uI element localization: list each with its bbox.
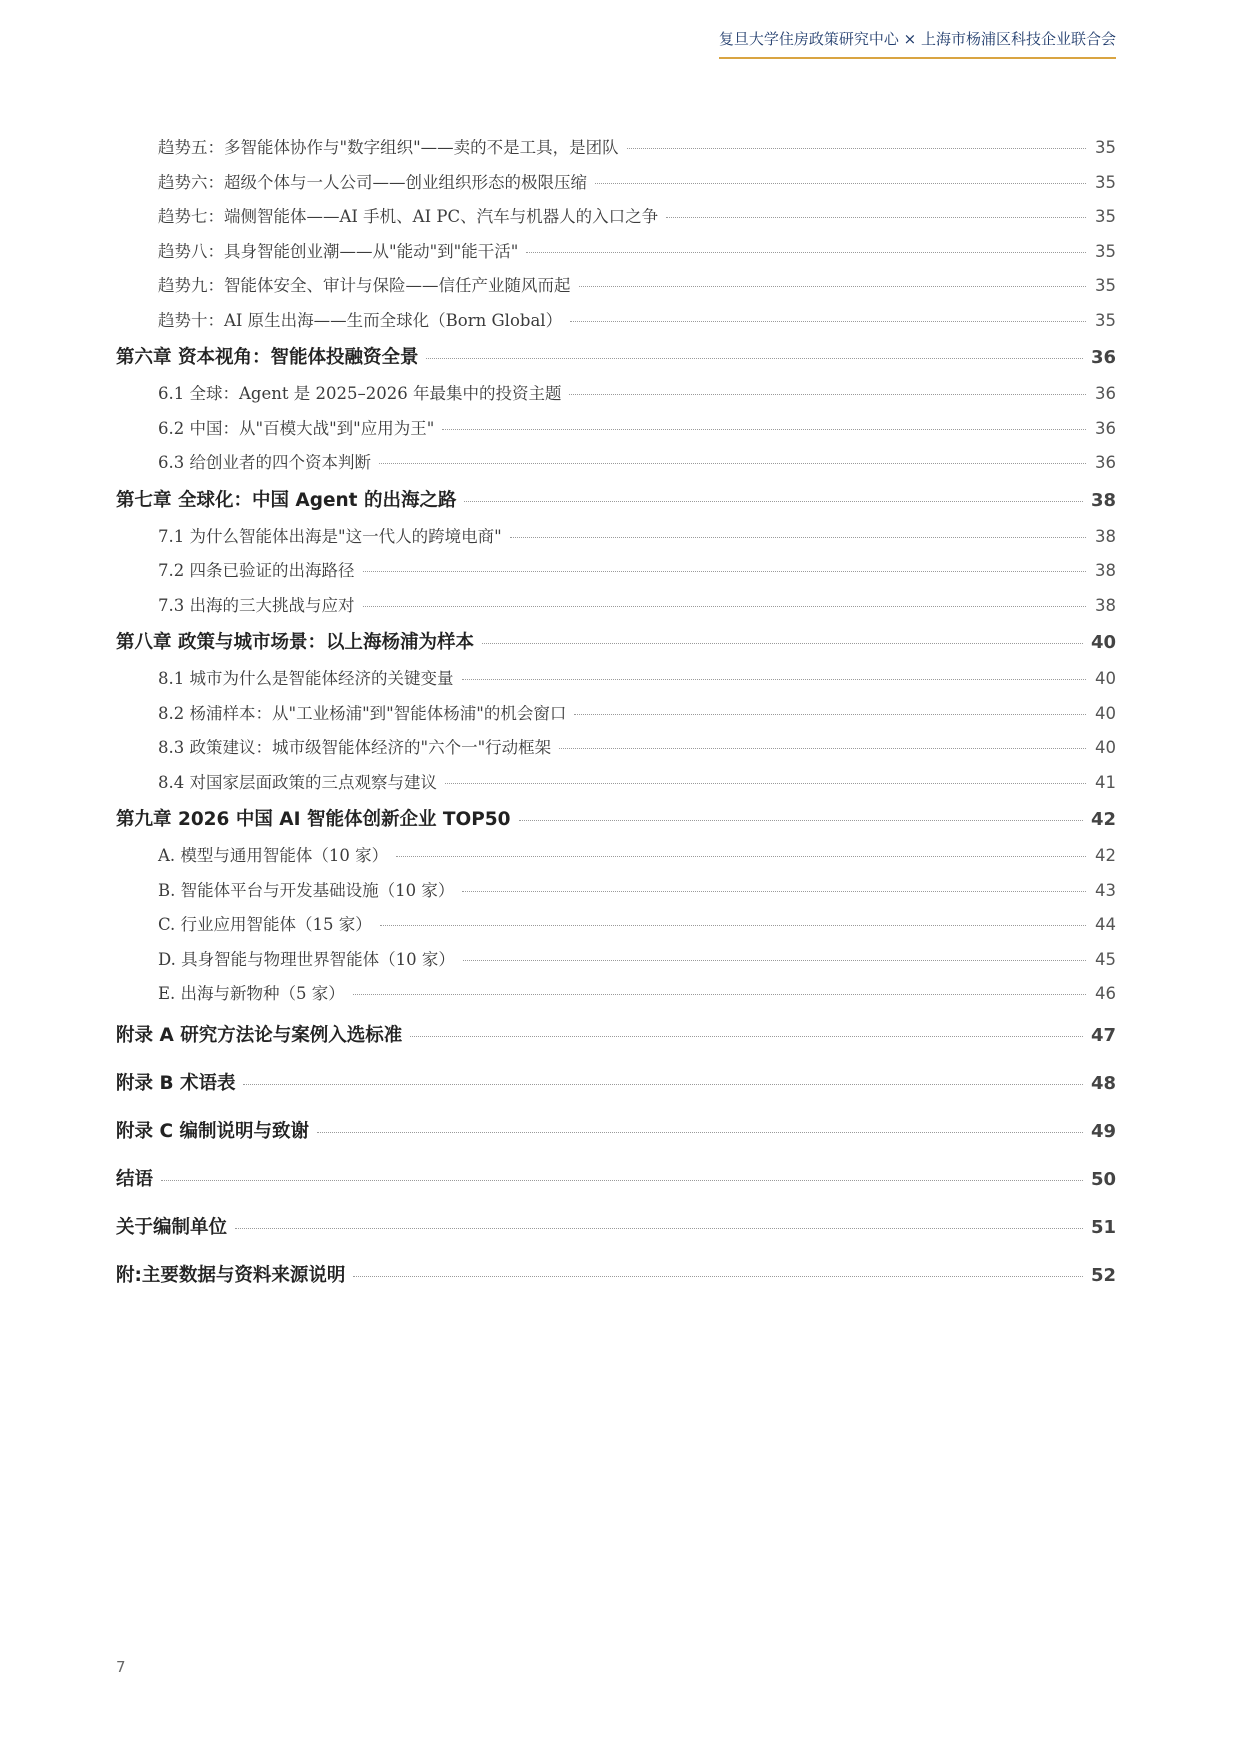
dot-leader	[353, 1276, 1083, 1277]
toc-chapter-entry[interactable]	[116, 481, 1116, 520]
toc-entry-page: 36	[1095, 453, 1116, 472]
toc-chapter-entry[interactable]	[116, 800, 1116, 839]
dot-leader	[161, 1180, 1083, 1181]
toc-chapter-entry[interactable]	[116, 1012, 1116, 1060]
dot-leader	[243, 1084, 1082, 1085]
toc-entry-title: 趋势九：智能体安全、审计与保险——信任产业随风而起	[158, 276, 571, 295]
page-header	[719, 28, 1116, 59]
toc-entry-title: 6.1 全球：Agent 是 2025–2026 年最集中的投资主题	[158, 384, 562, 403]
toc-entry-page: 38	[1090, 489, 1116, 511]
toc-entry-title: C. 行业应用智能体（15 家）	[158, 915, 372, 934]
toc-entry-title: 7.3 出海的三大挑战与应对	[158, 595, 355, 615]
toc-entry-title: 第六章 资本视角：智能体投融资全景	[116, 347, 419, 368]
toc-entry-title: 附录 C 编制说明与致谢	[116, 1120, 309, 1142]
toc-entry-title: B. 智能体平台与开发基础设施（10 家）	[158, 880, 455, 900]
toc-chapter-entry[interactable]	[116, 1108, 1116, 1156]
toc-section-entry[interactable]	[116, 166, 1116, 201]
dot-leader	[363, 571, 1087, 572]
dot-leader	[442, 429, 1086, 430]
dot-leader	[410, 1036, 1083, 1037]
page-number: 7	[116, 1658, 126, 1676]
toc-section-entry[interactable]	[116, 446, 1116, 481]
toc-entry-title: 7.1 为什么智能体出海是"这一代人的跨境电商"	[158, 526, 502, 546]
dot-leader	[426, 358, 1082, 359]
dot-leader	[569, 394, 1086, 395]
dot-leader	[317, 1132, 1083, 1133]
toc-entry-title: A. 模型与通用智能体（10 家）	[158, 846, 389, 865]
toc-section-entry[interactable]	[116, 131, 1116, 166]
toc-section-entry[interactable]	[116, 269, 1116, 304]
toc-entry-page: 36	[1095, 384, 1116, 403]
toc-section-entry[interactable]	[116, 377, 1116, 412]
toc-chapter-entry[interactable]	[116, 338, 1116, 377]
dot-leader	[526, 252, 1086, 253]
dot-leader	[463, 960, 1086, 961]
toc-entry-page: 35	[1095, 310, 1116, 330]
toc-entry-page: 52	[1090, 1264, 1116, 1286]
toc-entry-title: 第七章 全球化：中国 Agent 的出海之路	[116, 489, 457, 511]
dot-leader	[464, 501, 1082, 502]
toc-section-entry[interactable]	[116, 554, 1116, 589]
dot-leader	[482, 643, 1083, 644]
toc-entry-title: 附录 B 术语表	[116, 1072, 236, 1094]
toc-entry-page: 40	[1095, 669, 1116, 688]
toc-entry-title: 趋势七：端侧智能体——AI 手机、AI PC、汽车与机器人的入口之争	[158, 207, 659, 226]
toc-entry-page: 45	[1095, 949, 1116, 969]
dot-leader	[627, 148, 1086, 149]
toc-entry-title: 趋势六：超级个体与一人公司——创业组织形态的极限压缩	[158, 172, 587, 192]
toc-entry-page: 42	[1095, 846, 1116, 865]
dot-leader	[379, 463, 1086, 464]
toc-entry-title: 结语	[116, 1168, 154, 1190]
toc-entry-page: 36	[1090, 347, 1116, 368]
dot-leader	[396, 856, 1086, 857]
toc-section-entry[interactable]	[116, 839, 1116, 874]
toc-section-entry[interactable]	[116, 235, 1116, 270]
toc-section-entry[interactable]	[116, 766, 1116, 801]
toc-entry-page: 46	[1095, 984, 1116, 1003]
toc-entry-title: 趋势十：AI 原生出海——生而全球化（Born Global）	[158, 310, 563, 330]
toc-entry-title: 第八章 政策与城市场景：以上海杨浦为样本	[116, 632, 474, 653]
toc-entry-page: 35	[1095, 172, 1116, 192]
toc-section-entry[interactable]	[116, 304, 1116, 339]
toc-section-entry[interactable]	[116, 589, 1116, 624]
dot-leader	[574, 714, 1086, 715]
dot-leader	[462, 891, 1086, 892]
toc-section-entry[interactable]	[116, 977, 1116, 1012]
toc-entry-title: 附录 A 研究方法论与案例入选标准	[116, 1024, 403, 1046]
toc-section-entry[interactable]	[116, 731, 1116, 766]
dot-leader	[666, 217, 1086, 218]
toc-entry-title: 8.4 对国家层面政策的三点观察与建议	[158, 772, 437, 792]
toc-entry-title: 附:主要数据与资料来源说明	[116, 1264, 346, 1286]
toc-entry-page: 49	[1090, 1120, 1116, 1142]
toc-chapter-entry[interactable]	[116, 1204, 1116, 1252]
toc-section-entry[interactable]	[116, 908, 1116, 943]
toc-entry-page: 40	[1095, 738, 1116, 757]
toc-chapter-entry[interactable]	[116, 1156, 1116, 1204]
table-of-contents	[116, 131, 1116, 1300]
dot-leader	[510, 537, 1086, 538]
header-institutions: 复旦大学住房政策研究中心 × 上海市杨浦区科技企业联合会	[719, 28, 1116, 59]
dot-leader	[462, 679, 1087, 680]
toc-entry-page: 35	[1095, 138, 1116, 157]
dot-leader	[235, 1228, 1083, 1229]
toc-section-entry[interactable]	[116, 874, 1116, 909]
toc-entry-page: 40	[1090, 632, 1116, 653]
toc-entry-title: 7.2 四条已验证的出海路径	[158, 561, 355, 580]
toc-entry-title: 趋势五：多智能体协作与"数字组织"——卖的不是工具，是团队	[158, 138, 619, 157]
toc-chapter-entry[interactable]	[116, 623, 1116, 662]
toc-entry-page: 38	[1095, 595, 1116, 615]
toc-entry-page: 35	[1095, 276, 1116, 295]
dot-leader	[363, 606, 1087, 607]
toc-entry-title: 6.3 给创业者的四个资本判断	[158, 453, 371, 472]
dot-leader	[380, 925, 1086, 926]
toc-entry-title: 8.2 杨浦样本：从"工业杨浦"到"智能体杨浦"的机会窗口	[158, 703, 567, 723]
dot-leader	[595, 183, 1086, 184]
toc-section-entry[interactable]	[116, 697, 1116, 732]
toc-entry-title: 趋势八：具身智能创业潮——从"能动"到"能干活"	[158, 241, 519, 261]
toc-entry-title: 8.1 城市为什么是智能体经济的关键变量	[158, 669, 454, 688]
toc-entry-page: 40	[1095, 703, 1116, 723]
toc-entry-page: 36	[1095, 418, 1116, 438]
toc-entry-page: 48	[1090, 1072, 1116, 1094]
toc-entry-page: 38	[1095, 561, 1116, 580]
toc-entry-title: E. 出海与新物种（5 家）	[158, 984, 345, 1003]
toc-entry-page: 38	[1095, 526, 1116, 546]
toc-entry-title: 6.2 中国：从"百模大战"到"应用为王"	[158, 418, 435, 438]
dot-leader	[570, 321, 1086, 322]
toc-section-entry[interactable]	[116, 200, 1116, 235]
toc-entry-page: 35	[1095, 241, 1116, 261]
toc-entry-title: 第九章 2026 中国 AI 智能体创新企业 TOP50	[116, 809, 511, 830]
dot-leader	[519, 820, 1083, 821]
toc-entry-page: 42	[1090, 809, 1116, 830]
toc-entry-page: 50	[1090, 1168, 1116, 1190]
toc-entry-page: 43	[1095, 880, 1116, 900]
toc-section-entry[interactable]	[116, 412, 1116, 447]
toc-chapter-entry[interactable]	[116, 1252, 1116, 1300]
dot-leader	[353, 994, 1086, 995]
toc-section-entry[interactable]	[116, 520, 1116, 555]
dot-leader	[559, 748, 1086, 749]
toc-entry-title: 关于编制单位	[116, 1216, 228, 1238]
toc-entry-page: 35	[1095, 207, 1116, 226]
dot-leader	[445, 783, 1086, 784]
dot-leader	[579, 286, 1087, 287]
toc-entry-page: 44	[1095, 915, 1116, 934]
toc-section-entry[interactable]	[116, 662, 1116, 697]
toc-chapter-entry[interactable]	[116, 1060, 1116, 1108]
toc-section-entry[interactable]	[116, 943, 1116, 978]
toc-entry-page: 41	[1095, 772, 1116, 792]
toc-entry-title: 8.3 政策建议：城市级智能体经济的"六个一"行动框架	[158, 738, 552, 757]
toc-entry-title: D. 具身智能与物理世界智能体（10 家）	[158, 949, 455, 969]
toc-entry-page: 47	[1090, 1024, 1116, 1046]
toc-entry-page: 51	[1090, 1216, 1116, 1238]
